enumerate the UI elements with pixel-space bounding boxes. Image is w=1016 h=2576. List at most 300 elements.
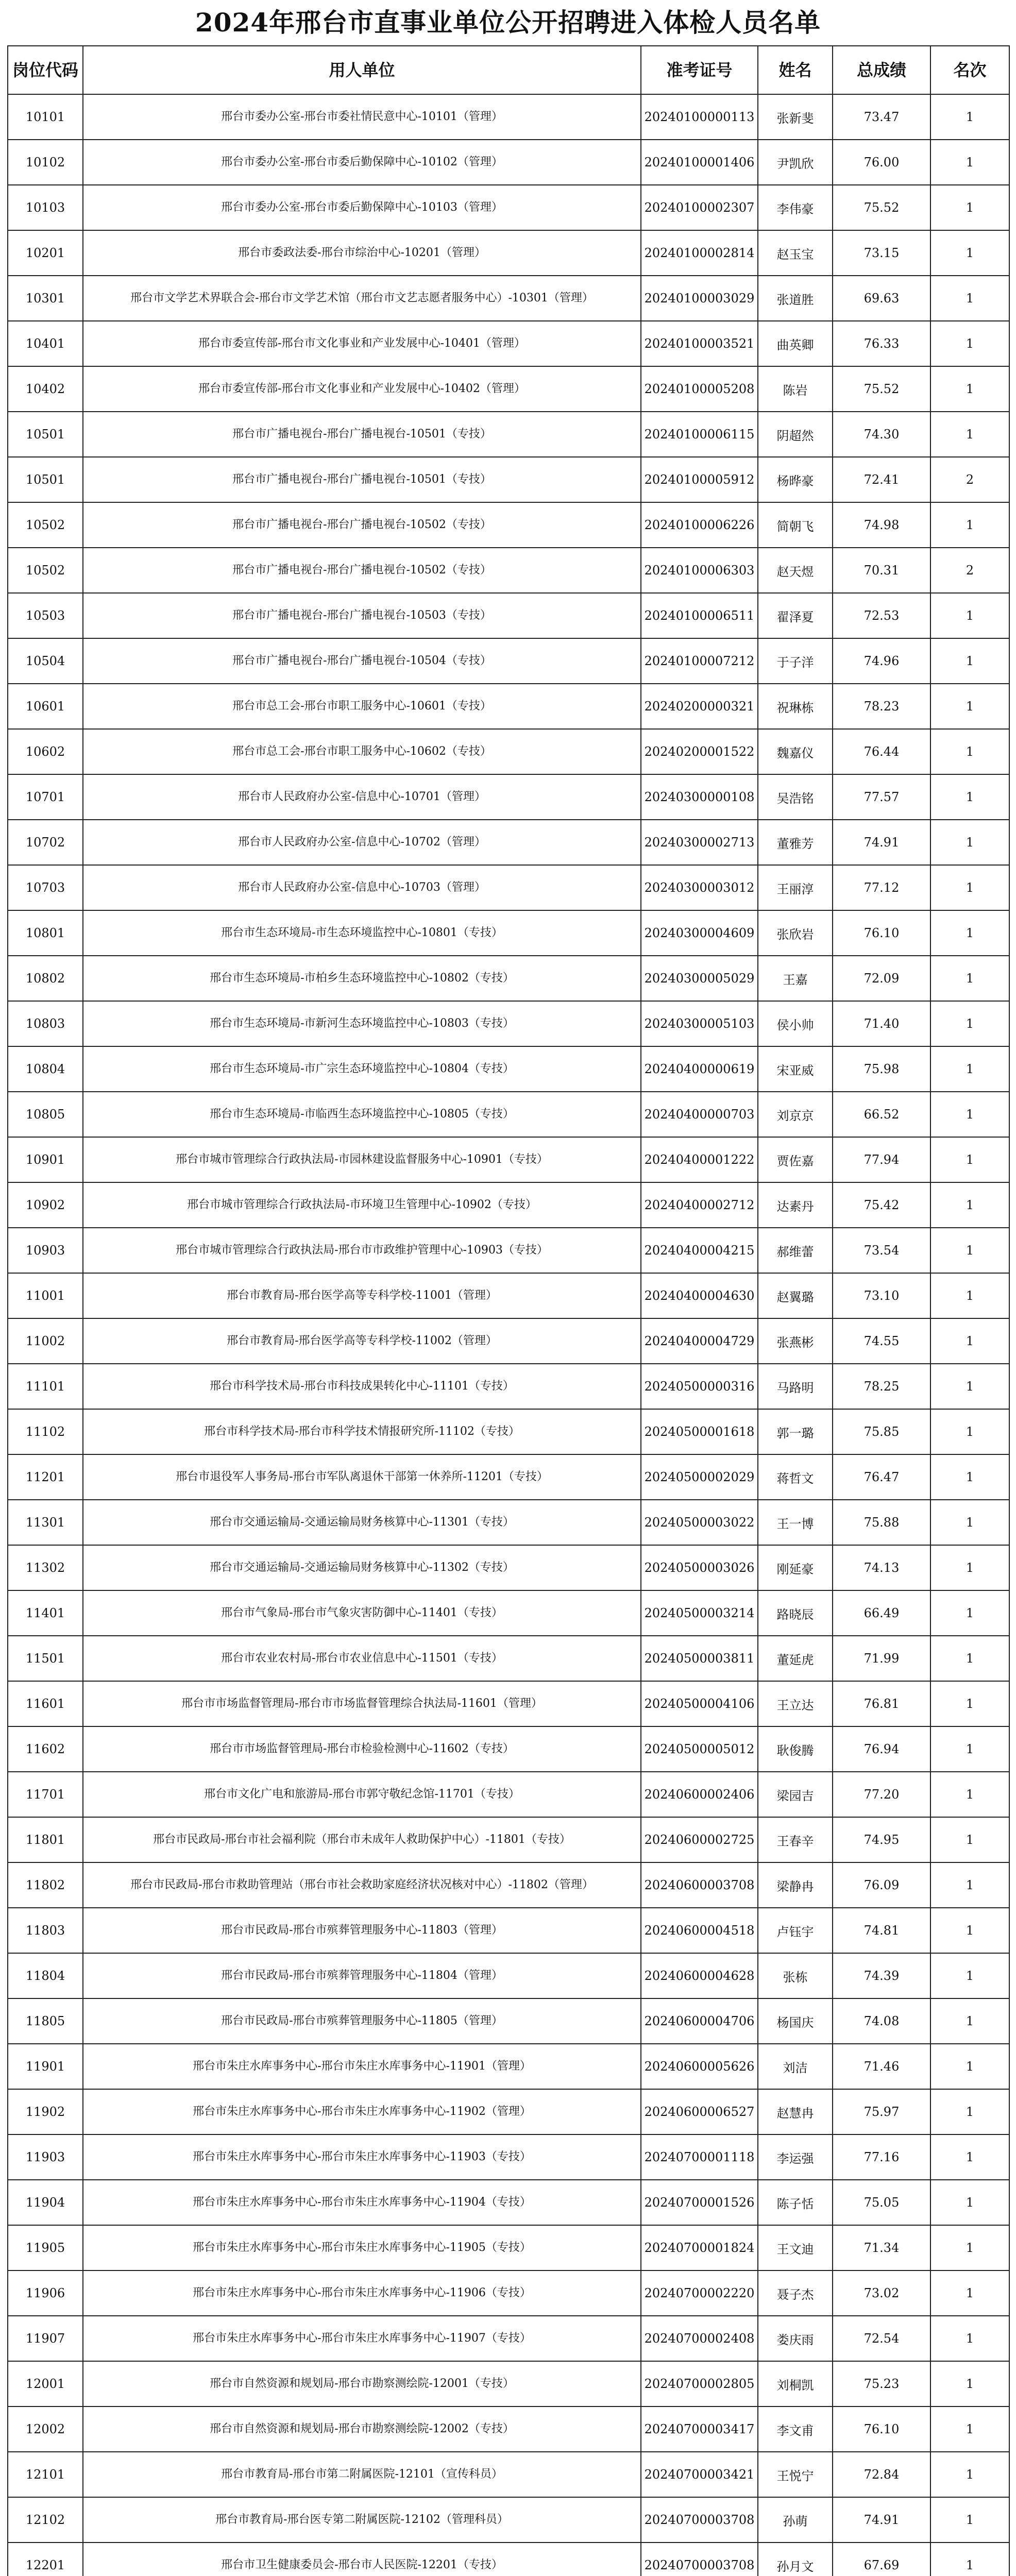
table-row <box>8 638 1009 684</box>
cell-unit: 邢台市城市管理综合行政执法局-市园林建设监督服务中心-10901（专技） <box>83 1137 641 1182</box>
cell-code: 11904 <box>8 2180 83 2225</box>
table-row <box>8 1545 1009 1590</box>
cell-rank: 1 <box>930 2180 1009 2225</box>
table-header <box>8 46 1009 94</box>
table-row <box>8 2452 1009 2497</box>
table-row <box>8 956 1009 1001</box>
header-code: 岗位代码 <box>8 46 83 94</box>
cell-rank: 1 <box>930 1364 1009 1409</box>
cell-score: 78.25 <box>833 1364 930 1409</box>
cell-unit: 邢台市文化广电和旅游局-邢台市郭守敬纪念馆-11701（专技） <box>83 1772 641 1817</box>
cell-rank: 2 <box>930 548 1009 593</box>
table-row <box>8 2044 1009 2089</box>
cell-unit: 邢台市生态环境局-市生态环境监控中心-10801（专技） <box>83 910 641 956</box>
cell-exam-no: 20240100006226 <box>641 502 758 548</box>
cell-exam-no: 20240100006303 <box>641 548 758 593</box>
cell-unit: 邢台市朱庄水库事务中心-邢台市朱庄水库事务中心-11907（专技） <box>83 2316 641 2361</box>
table-row <box>8 412 1009 457</box>
table-row <box>8 1137 1009 1182</box>
cell-name: 李文甫 <box>758 2406 833 2452</box>
cell-rank: 1 <box>930 321 1009 366</box>
cell-score: 76.33 <box>833 321 930 366</box>
cell-rank: 1 <box>930 1001 1009 1046</box>
cell-exam-no: 20240700001526 <box>641 2180 758 2225</box>
cell-score: 74.95 <box>833 1817 930 1862</box>
cell-exam-no: 20240700001118 <box>641 2134 758 2180</box>
cell-score: 72.54 <box>833 2316 930 2361</box>
cell-code: 10804 <box>8 1046 83 1092</box>
cell-score: 73.54 <box>833 1228 930 1273</box>
cell-exam-no: 20240100006115 <box>641 412 758 457</box>
table-row <box>8 140 1009 185</box>
cell-name: 翟泽夏 <box>758 593 833 638</box>
cell-rank: 1 <box>930 2089 1009 2134</box>
table-row <box>8 2134 1009 2180</box>
cell-code: 10602 <box>8 729 83 774</box>
cell-code: 11902 <box>8 2089 83 2134</box>
cell-exam-no: 20240100005208 <box>641 366 758 412</box>
cell-exam-no: 20240500004106 <box>641 1681 758 1726</box>
cell-rank: 1 <box>930 1318 1009 1364</box>
cell-code: 11002 <box>8 1318 83 1364</box>
cell-name: 简朝飞 <box>758 502 833 548</box>
cell-unit: 邢台市生态环境局-市新河生态环境监控中心-10803（专技） <box>83 1001 641 1046</box>
cell-unit: 邢台市交通运输局-交通运输局财务核算中心-11301（专技） <box>83 1500 641 1545</box>
cell-code: 10402 <box>8 366 83 412</box>
cell-exam-no: 20240600006527 <box>641 2089 758 2134</box>
cell-rank: 1 <box>930 2406 1009 2452</box>
cell-unit: 邢台市科学技术局-邢台市科技成果转化中心-11101（专技） <box>83 1364 641 1409</box>
cell-exam-no: 20240700002220 <box>641 2270 758 2316</box>
cell-score: 73.10 <box>833 1273 930 1318</box>
cell-unit: 邢台市自然资源和规划局-邢台市勘察测绘院-12002（专技） <box>83 2406 641 2452</box>
cell-unit: 邢台市气象局-邢台市气象灾害防御中心-11401（专技） <box>83 1590 641 1636</box>
cell-code: 11907 <box>8 2316 83 2361</box>
cell-rank: 1 <box>930 1908 1009 1953</box>
cell-name: 董雅芳 <box>758 820 833 865</box>
header-rank: 名次 <box>930 46 1009 94</box>
cell-name: 刘京京 <box>758 1092 833 1137</box>
cell-exam-no: 20240600002725 <box>641 1817 758 1862</box>
cell-name: 陈岩 <box>758 366 833 412</box>
header-unit: 用人单位 <box>83 46 641 94</box>
cell-code: 10201 <box>8 230 83 276</box>
cell-name: 马路明 <box>758 1364 833 1409</box>
table-row <box>8 230 1009 276</box>
cell-score: 77.57 <box>833 774 930 820</box>
table-row <box>8 2361 1009 2406</box>
cell-rank: 1 <box>930 1454 1009 1500</box>
cell-name: 杨国庆 <box>758 1998 833 2044</box>
cell-rank: 1 <box>930 1092 1009 1137</box>
cell-code: 10301 <box>8 276 83 321</box>
cell-exam-no: 20240500000316 <box>641 1364 758 1409</box>
cell-code: 10501 <box>8 412 83 457</box>
cell-unit: 邢台市广播电视台-邢台广播电视台-10504（专技） <box>83 638 641 684</box>
cell-exam-no: 20240600002406 <box>641 1772 758 1817</box>
cell-rank: 1 <box>930 1953 1009 1998</box>
cell-code: 10501 <box>8 457 83 502</box>
cell-score: 76.94 <box>833 1726 930 1772</box>
page-title: 2024年邢台市直事业单位公开招聘进入体检人员名单 <box>195 7 821 38</box>
cell-name: 蒋哲文 <box>758 1454 833 1500</box>
cell-rank: 1 <box>930 1726 1009 1772</box>
roster-table <box>7 45 1010 2576</box>
cell-unit: 邢台市广播电视台-邢台广播电视台-10501（专技） <box>83 457 641 502</box>
table-row <box>8 321 1009 366</box>
table-row <box>8 1364 1009 1409</box>
cell-score: 75.52 <box>833 185 930 230</box>
cell-unit: 邢台市教育局-邢台医学高等专科学校-11001（管理） <box>83 1273 641 1318</box>
cell-score: 73.15 <box>833 230 930 276</box>
cell-unit: 邢台市委办公室-邢台市委社情民意中心-10101（管理） <box>83 94 641 140</box>
cell-name: 王立达 <box>758 1681 833 1726</box>
cell-unit: 邢台市教育局-邢台医学高等专科学校-11002（管理） <box>83 1318 641 1364</box>
cell-name: 梁园吉 <box>758 1772 833 1817</box>
table-row <box>8 1273 1009 1318</box>
cell-score: 76.44 <box>833 729 930 774</box>
cell-score: 77.94 <box>833 1137 930 1182</box>
cell-name: 侯小帅 <box>758 1001 833 1046</box>
cell-score: 76.09 <box>833 1862 930 1908</box>
cell-score: 73.47 <box>833 94 930 140</box>
cell-name: 张欣岩 <box>758 910 833 956</box>
cell-exam-no: 20240500003214 <box>641 1590 758 1636</box>
cell-code: 11805 <box>8 1998 83 2044</box>
cell-rank: 1 <box>930 1636 1009 1681</box>
table-row <box>8 1182 1009 1228</box>
cell-score: 76.10 <box>833 2406 930 2452</box>
table-row <box>8 1636 1009 1681</box>
cell-exam-no: 20240600004518 <box>641 1908 758 1953</box>
table-row <box>8 2225 1009 2270</box>
cell-score: 74.81 <box>833 1908 930 1953</box>
table-row <box>8 1953 1009 1998</box>
cell-unit: 邢台市民政局-邢台市救助管理站（邢台市社会救助家庭经济状况核对中心）-11802（管理） <box>83 1862 641 1908</box>
cell-rank: 1 <box>930 1409 1009 1454</box>
cell-name: 路晓辰 <box>758 1590 833 1636</box>
cell-name: 娄庆雨 <box>758 2316 833 2361</box>
cell-unit: 邢台市广播电视台-邢台广播电视台-10503（专技） <box>83 593 641 638</box>
header-score: 总成绩 <box>833 46 930 94</box>
cell-unit: 邢台市生态环境局-市柏乡生态环境监控中心-10802（专技） <box>83 956 641 1001</box>
cell-exam-no: 20240400004630 <box>641 1273 758 1318</box>
cell-exam-no: 20240400002712 <box>641 1182 758 1228</box>
cell-name: 达素丹 <box>758 1182 833 1228</box>
cell-name: 尹凯欣 <box>758 140 833 185</box>
cell-name: 陈子恬 <box>758 2180 833 2225</box>
cell-rank: 1 <box>930 865 1009 910</box>
cell-name: 刘洁 <box>758 2044 833 2089</box>
table-row <box>8 2543 1009 2576</box>
cell-code: 11906 <box>8 2270 83 2316</box>
cell-score: 74.55 <box>833 1318 930 1364</box>
cell-code: 10901 <box>8 1137 83 1182</box>
table-row <box>8 548 1009 593</box>
cell-exam-no: 20240500003022 <box>641 1500 758 1545</box>
cell-exam-no: 20240600004706 <box>641 1998 758 2044</box>
cell-score: 75.88 <box>833 1500 930 1545</box>
cell-code: 11601 <box>8 1681 83 1726</box>
cell-unit: 邢台市委宣传部-邢台市文化事业和产业发展中心-10402（管理） <box>83 366 641 412</box>
cell-exam-no: 20240600005626 <box>641 2044 758 2089</box>
cell-score: 75.85 <box>833 1409 930 1454</box>
cell-name: 宋亚威 <box>758 1046 833 1092</box>
cell-code: 10101 <box>8 94 83 140</box>
cell-score: 77.12 <box>833 865 930 910</box>
cell-name: 张新斐 <box>758 94 833 140</box>
cell-code: 11302 <box>8 1545 83 1590</box>
cell-exam-no: 20240600003708 <box>641 1862 758 1908</box>
cell-rank: 1 <box>930 1998 1009 2044</box>
cell-exam-no: 20240600004628 <box>641 1953 758 1998</box>
cell-rank: 1 <box>930 1545 1009 1590</box>
table-row <box>8 1862 1009 1908</box>
cell-rank: 1 <box>930 412 1009 457</box>
cell-exam-no: 20240400004729 <box>641 1318 758 1364</box>
cell-code: 11804 <box>8 1953 83 1998</box>
cell-score: 78.23 <box>833 684 930 729</box>
cell-name: 赵翼璐 <box>758 1273 833 1318</box>
cell-rank: 1 <box>930 276 1009 321</box>
table-row <box>8 276 1009 321</box>
cell-code: 10601 <box>8 684 83 729</box>
cell-name: 李运强 <box>758 2134 833 2180</box>
cell-score: 66.49 <box>833 1590 930 1636</box>
cell-exam-no: 20240100002307 <box>641 185 758 230</box>
cell-code: 11803 <box>8 1908 83 1953</box>
cell-name: 于子洋 <box>758 638 833 684</box>
cell-rank: 1 <box>930 1500 1009 1545</box>
cell-name: 吴浩铭 <box>758 774 833 820</box>
header-exam-no: 准考证号 <box>641 46 758 94</box>
cell-rank: 1 <box>930 1590 1009 1636</box>
cell-unit: 邢台市卫生健康委员会-邢台市人民医院-12201（专技） <box>83 2543 641 2576</box>
cell-score: 77.20 <box>833 1772 930 1817</box>
cell-unit: 邢台市自然资源和规划局-邢台市勘察测绘院-12001（专技） <box>83 2361 641 2406</box>
cell-code: 11201 <box>8 1454 83 1500</box>
cell-exam-no: 20240300005103 <box>641 1001 758 1046</box>
cell-unit: 邢台市交通运输局-交通运输局财务核算中心-11302（专技） <box>83 1545 641 1590</box>
cell-unit: 邢台市广播电视台-邢台广播电视台-10502（专技） <box>83 548 641 593</box>
table-row <box>8 729 1009 774</box>
cell-exam-no: 20240500002029 <box>641 1454 758 1500</box>
cell-unit: 邢台市委办公室-邢台市委后勤保障中心-10102（管理） <box>83 140 641 185</box>
cell-unit: 邢台市退役军人事务局-邢台市军队离退休干部第一休养所-11201（专技） <box>83 1454 641 1500</box>
cell-unit: 邢台市民政局-邢台市殡葬管理服务中心-11805（管理） <box>83 1998 641 2044</box>
cell-exam-no: 20240100002814 <box>641 230 758 276</box>
cell-rank: 1 <box>930 1772 1009 1817</box>
cell-name: 孙月文 <box>758 2543 833 2576</box>
cell-exam-no: 20240100003029 <box>641 276 758 321</box>
cell-name: 聂子杰 <box>758 2270 833 2316</box>
table-row <box>8 2316 1009 2361</box>
cell-unit: 邢台市人民政府办公室-信息中心-10703（管理） <box>83 865 641 910</box>
table-row <box>8 94 1009 140</box>
cell-unit: 邢台市民政局-邢台市殡葬管理服务中心-11804（管理） <box>83 1953 641 1998</box>
cell-unit: 邢台市市场监督管理局-邢台市市场监督管理综合执法局-11601（管理） <box>83 1681 641 1726</box>
cell-rank: 1 <box>930 1817 1009 1862</box>
cell-exam-no: 20240100003521 <box>641 321 758 366</box>
cell-unit: 邢台市人民政府办公室-信息中心-10701（管理） <box>83 774 641 820</box>
cell-score: 73.02 <box>833 2270 930 2316</box>
cell-rank: 1 <box>930 502 1009 548</box>
table-row <box>8 1454 1009 1500</box>
table-row <box>8 2497 1009 2543</box>
cell-exam-no: 20240500003811 <box>641 1636 758 1681</box>
cell-code: 11801 <box>8 1817 83 1862</box>
cell-rank: 1 <box>930 185 1009 230</box>
cell-score: 74.91 <box>833 820 930 865</box>
cell-exam-no: 20240500003026 <box>641 1545 758 1590</box>
cell-name: 祝琳栋 <box>758 684 833 729</box>
cell-score: 66.52 <box>833 1092 930 1137</box>
cell-rank: 1 <box>930 638 1009 684</box>
cell-score: 72.09 <box>833 956 930 1001</box>
table-row <box>8 366 1009 412</box>
cell-exam-no: 20240300005029 <box>641 956 758 1001</box>
cell-score: 74.98 <box>833 502 930 548</box>
cell-code: 11905 <box>8 2225 83 2270</box>
cell-name: 刘桐凯 <box>758 2361 833 2406</box>
cell-score: 74.96 <box>833 638 930 684</box>
cell-exam-no: 20240700003417 <box>641 2406 758 2452</box>
cell-unit: 邢台市教育局-邢台市第二附属医院-12101（宣传科员） <box>83 2452 641 2497</box>
cell-name: 王丽淳 <box>758 865 833 910</box>
cell-score: 74.91 <box>833 2497 930 2543</box>
cell-rank: 1 <box>930 2225 1009 2270</box>
cell-code: 10502 <box>8 502 83 548</box>
cell-name: 曲英卿 <box>758 321 833 366</box>
cell-unit: 邢台市人民政府办公室-信息中心-10702（管理） <box>83 820 641 865</box>
cell-exam-no: 20240700001824 <box>641 2225 758 2270</box>
cell-rank: 1 <box>930 1681 1009 1726</box>
cell-code: 12101 <box>8 2452 83 2497</box>
cell-code: 10401 <box>8 321 83 366</box>
cell-rank: 1 <box>930 2270 1009 2316</box>
cell-rank: 1 <box>930 2543 1009 2576</box>
cell-rank: 1 <box>930 140 1009 185</box>
table-row <box>8 1500 1009 1545</box>
cell-exam-no: 20240300000108 <box>641 774 758 820</box>
cell-score: 75.05 <box>833 2180 930 2225</box>
cell-name: 杨晔豪 <box>758 457 833 502</box>
cell-score: 76.47 <box>833 1454 930 1500</box>
table-row <box>8 684 1009 729</box>
cell-unit: 邢台市生态环境局-市临西生态环境监控中心-10805（专技） <box>83 1092 641 1137</box>
cell-score: 71.34 <box>833 2225 930 2270</box>
cell-code: 11903 <box>8 2134 83 2180</box>
cell-exam-no: 20240500005012 <box>641 1726 758 1772</box>
table-row <box>8 865 1009 910</box>
cell-score: 74.13 <box>833 1545 930 1590</box>
cell-score: 72.53 <box>833 593 930 638</box>
cell-unit: 邢台市农业农村局-邢台市农业信息中心-11501（专技） <box>83 1636 641 1681</box>
cell-name: 魏嘉仪 <box>758 729 833 774</box>
table-row <box>8 1001 1009 1046</box>
cell-exam-no: 20240700003421 <box>641 2452 758 2497</box>
table-row <box>8 1998 1009 2044</box>
cell-exam-no: 20240700002408 <box>641 2316 758 2361</box>
table-row <box>8 593 1009 638</box>
cell-code: 12201 <box>8 2543 83 2576</box>
cell-code: 11101 <box>8 1364 83 1409</box>
cell-exam-no: 20240200000321 <box>641 684 758 729</box>
cell-name: 郝维蕾 <box>758 1228 833 1273</box>
cell-unit: 邢台市朱庄水库事务中心-邢台市朱庄水库事务中心-11906（专技） <box>83 2270 641 2316</box>
cell-exam-no: 20240300003012 <box>641 865 758 910</box>
cell-name: 张道胜 <box>758 276 833 321</box>
cell-name: 王悦宁 <box>758 2452 833 2497</box>
cell-rank: 1 <box>930 2316 1009 2361</box>
cell-code: 11301 <box>8 1500 83 1545</box>
cell-code: 11401 <box>8 1590 83 1636</box>
cell-rank: 1 <box>930 94 1009 140</box>
table-row <box>8 502 1009 548</box>
cell-name: 王一博 <box>758 1500 833 1545</box>
cell-score: 76.10 <box>833 910 930 956</box>
cell-code: 11802 <box>8 1862 83 1908</box>
cell-rank: 1 <box>930 1273 1009 1318</box>
cell-name: 耿俊腾 <box>758 1726 833 1772</box>
table-row <box>8 1681 1009 1726</box>
cell-exam-no: 20240100005912 <box>641 457 758 502</box>
cell-exam-no: 20240700002805 <box>641 2361 758 2406</box>
cell-code: 10802 <box>8 956 83 1001</box>
cell-unit: 邢台市委政法委-邢台市综治中心-10201（管理） <box>83 230 641 276</box>
cell-unit: 邢台市市场监督管理局-邢台市检验检测中心-11602（专技） <box>83 1726 641 1772</box>
cell-unit: 邢台市广播电视台-邢台广播电视台-10501（专技） <box>83 412 641 457</box>
cell-rank: 1 <box>930 230 1009 276</box>
cell-rank: 1 <box>930 956 1009 1001</box>
cell-exam-no: 20240100000113 <box>641 94 758 140</box>
table-row <box>8 2180 1009 2225</box>
cell-score: 75.97 <box>833 2089 930 2134</box>
cell-unit: 邢台市朱庄水库事务中心-邢台市朱庄水库事务中心-11905（专技） <box>83 2225 641 2270</box>
cell-score: 75.52 <box>833 366 930 412</box>
cell-unit: 邢台市总工会-邢台市职工服务中心-10601（专技） <box>83 684 641 729</box>
cell-score: 75.42 <box>833 1182 930 1228</box>
cell-rank: 1 <box>930 366 1009 412</box>
table-row <box>8 1409 1009 1454</box>
table-row <box>8 774 1009 820</box>
cell-score: 72.41 <box>833 457 930 502</box>
cell-rank: 2 <box>930 457 1009 502</box>
cell-rank: 1 <box>930 2497 1009 2543</box>
header-name: 姓名 <box>758 46 833 94</box>
table-row <box>8 1590 1009 1636</box>
table-body <box>8 94 1009 2576</box>
cell-unit: 邢台市生态环境局-市广宗生态环境监控中心-10804（专技） <box>83 1046 641 1092</box>
cell-score: 75.23 <box>833 2361 930 2406</box>
cell-code: 12001 <box>8 2361 83 2406</box>
cell-name: 赵玉宝 <box>758 230 833 276</box>
cell-code: 10503 <box>8 593 83 638</box>
table-row <box>8 457 1009 502</box>
cell-unit: 邢台市委宣传部-邢台市文化事业和产业发展中心-10401（管理） <box>83 321 641 366</box>
table-row <box>8 1228 1009 1273</box>
cell-code: 10701 <box>8 774 83 820</box>
cell-code: 10805 <box>8 1092 83 1137</box>
cell-score: 74.08 <box>833 1998 930 2044</box>
cell-exam-no: 20240100001406 <box>641 140 758 185</box>
cell-rank: 1 <box>930 820 1009 865</box>
cell-name: 王春辛 <box>758 1817 833 1862</box>
cell-rank: 1 <box>930 684 1009 729</box>
cell-score: 70.31 <box>833 548 930 593</box>
cell-name: 赵天煜 <box>758 548 833 593</box>
cell-unit: 邢台市城市管理综合行政执法局-市环境卫生管理中心-10902（专技） <box>83 1182 641 1228</box>
